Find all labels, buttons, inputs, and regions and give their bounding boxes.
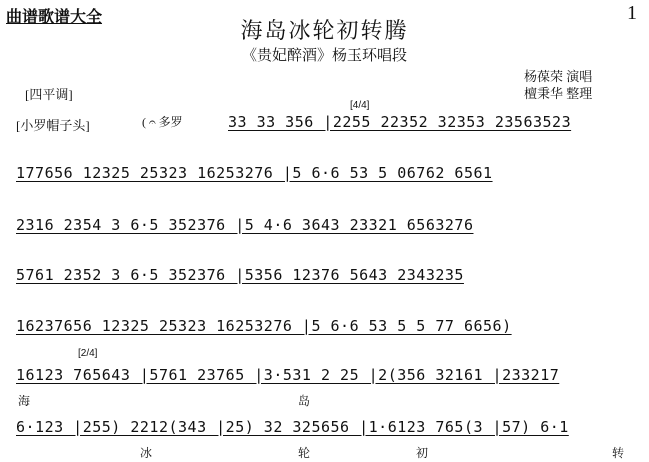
score-row-1-text: 33 33 356 |2255 22352 32353 23563523 (228, 113, 572, 131)
arranger-credit: 檀秉华 整理 (524, 86, 593, 101)
song-subtitle: 《贵妃醉酒》杨玉环唱段 (241, 48, 407, 64)
meter-mark-2: [2/4] (78, 348, 98, 359)
page-number: 1 (627, 2, 637, 24)
collection-label: 曲谱歌谱大全 (6, 9, 103, 26)
score-row-6 (16, 362, 636, 388)
lyric-char: 转 (612, 446, 625, 460)
score-row-1 (228, 109, 638, 135)
score-row-6-text: 16123 765643 |5761 23765 |3·531 2 25 |2(356 32161 |233217 (16, 366, 560, 384)
score-row-2 (16, 160, 636, 186)
score-row-7-text: 6·123 |255) 2212(343 |25) 32 325656 |1·6123 765(3 |57) 6·1 (16, 418, 569, 436)
percussion-cue: ( 𝄐 多罗 (142, 115, 183, 129)
singer-credit: 杨葆荣 演唱 (524, 69, 593, 84)
lyric-char: 冰 (140, 446, 153, 460)
score-row-5 (16, 313, 636, 339)
score-row-3-text: 2316 2354 3 6·5 352376 |5 4·6 3643 23321 6563276 (16, 216, 474, 234)
score-row-3 (16, 212, 636, 238)
score-row-2-text: 177656 12325 25323 16253276 |5 6·6 53 5 06762 6561 (16, 164, 493, 182)
meter-mark-1: [4/4] (350, 100, 370, 111)
score-row-5-text: 16237656 12325 25323 16253276 |5 6·6 53 5 5 77 6656) (16, 317, 512, 335)
lyric-char: 初 (416, 446, 429, 460)
score-row-4 (16, 262, 636, 288)
lyric-char: 岛 (298, 394, 311, 408)
score-row-4-text: 5761 2352 3 6·5 352376 |5356 12376 5643 2343235 (16, 266, 464, 284)
lyric-char: 轮 (298, 446, 311, 460)
intro-prefix: [小罗帽子头] (16, 118, 90, 133)
score-row-7 (16, 414, 636, 440)
lyric-char: 海 (18, 394, 31, 408)
song-title: 海岛冰轮初转腾 (240, 18, 409, 43)
mode-label: [四平调] (25, 87, 73, 102)
